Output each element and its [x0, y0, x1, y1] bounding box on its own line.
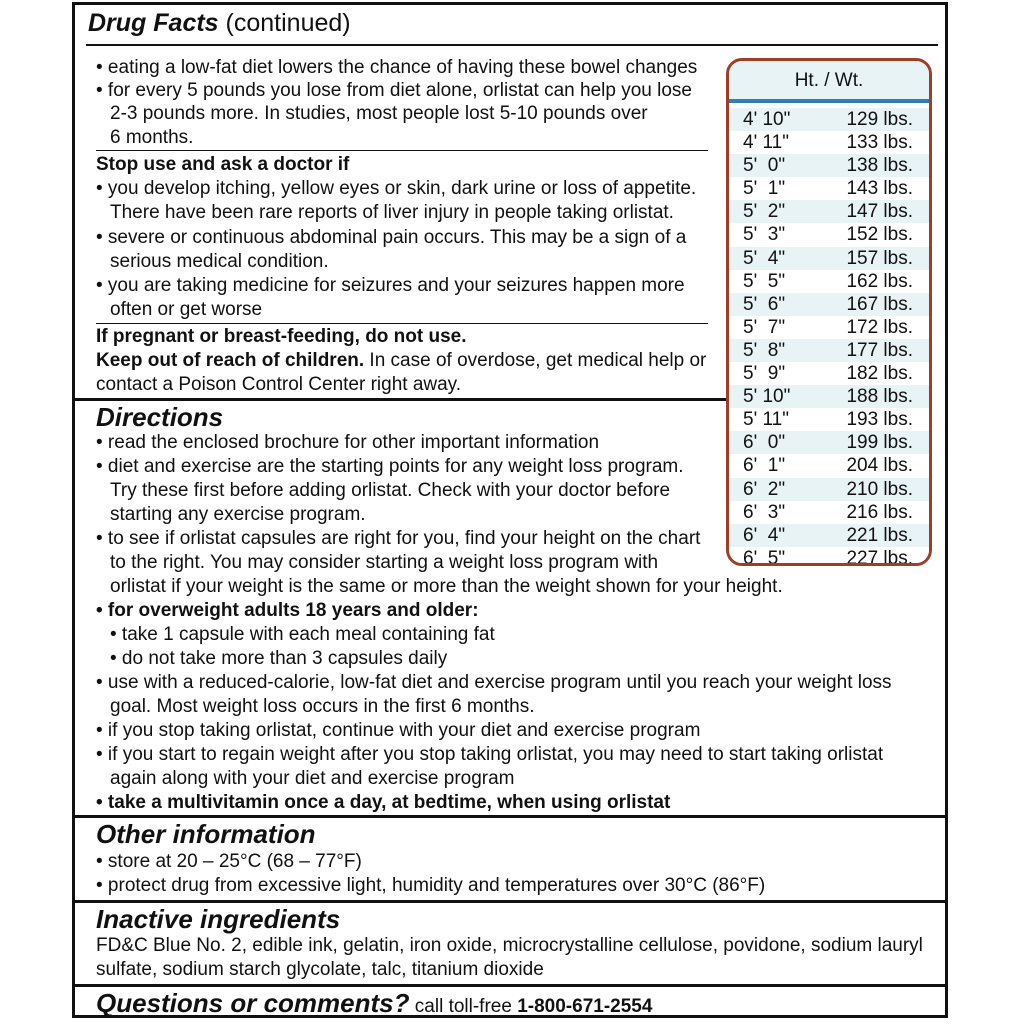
height-cell: 6' 5" [743, 547, 786, 566]
table-row [729, 270, 929, 293]
height-cell: 5' 3" [743, 224, 786, 246]
section-divider [96, 323, 708, 324]
pregnancy-warning: If pregnant or breast-feeding, do not use. [96, 326, 467, 347]
height-cell: 6' 2" [743, 478, 786, 500]
weight-cell: 143 lbs. [846, 178, 913, 200]
weight-cell: 193 lbs. [846, 409, 913, 431]
weight-cell: 147 lbs. [846, 201, 913, 223]
height-cell: 5' 0" [743, 155, 786, 177]
stop-use-line: There have been rare reports of liver injury in people taking orlistat. [110, 202, 674, 223]
table-row [729, 177, 929, 200]
warning-line: • eating a low-fat diet lowers the chance of having these bowel changes [96, 57, 698, 78]
section-divider [74, 984, 946, 987]
adults-line: • take 1 capsule with each meal containing fat [110, 624, 495, 645]
weight-cell: 133 lbs. [846, 132, 913, 154]
stop-use-line: • severe or continuous abdominal pain occurs. This may be a sign of a [96, 227, 687, 248]
height-cell: 5' 6" [743, 293, 786, 315]
weight-cell: 152 lbs. [846, 224, 913, 246]
stop-use-line: often or get worse [110, 299, 263, 320]
directions-line: • to see if orlistat capsules are right for you, find your height on the chart [96, 528, 701, 549]
height-cell: 5' 5" [743, 270, 786, 292]
inactive-line: FD&C Blue No. 2, edible ink, gelatin, iron oxide, microcrystalline cellulose, povidone, sodium lauryl [96, 935, 923, 956]
weight-cell: 199 lbs. [846, 432, 913, 454]
table-row [729, 431, 929, 454]
weight-cell: 167 lbs. [846, 293, 913, 315]
table-row [729, 154, 929, 177]
height-cell: 5' 1" [743, 178, 786, 200]
directions-heading: Directions [96, 402, 224, 432]
table-row [729, 247, 929, 270]
weight-cell: 188 lbs. [846, 386, 913, 408]
weight-cell: 129 lbs. [846, 109, 913, 130]
height-cell: 5' 8" [743, 339, 786, 361]
adults-line: • do not take more than 3 capsules daily [110, 648, 448, 669]
weight-cell: 157 lbs. [846, 247, 913, 269]
weight-cell: 177 lbs. [846, 339, 913, 361]
other-info-line: • protect drug from excessive light, humidity and temperatures over 30°C (86°F) [96, 875, 766, 896]
table-body [729, 108, 929, 566]
table-row [729, 454, 929, 477]
height-cell: 6' 3" [743, 501, 786, 523]
table-row [729, 316, 929, 339]
height-weight-table [726, 58, 932, 566]
weight-cell: 172 lbs. [846, 316, 913, 338]
stop-use-line: serious medical condition. [110, 251, 329, 272]
section-divider [74, 900, 946, 903]
directions-line: • if you stop taking orlistat, continue with your diet and exercise program [96, 720, 701, 741]
directions-line: Try these first before adding orlistat. Check with your doctor before [110, 480, 671, 501]
table-row [729, 547, 929, 566]
directions-line: • use with a reduced-calorie, low-fat diet and exercise program until you reach your weight loss [96, 672, 892, 693]
height-cell: 5' 4" [743, 247, 786, 269]
directions-line: orlistat if your weight is the same or more than the weight shown for your height. [110, 576, 783, 597]
table-row [729, 223, 929, 246]
height-cell: 5' 2" [743, 201, 786, 223]
table-row [729, 200, 929, 223]
directions-line: goal. Most weight loss occurs in the first 6 months. [110, 696, 535, 717]
height-cell: 4' 10" [743, 109, 791, 130]
warning-line: • for every 5 pounds you lose from diet alone, orlistat can help you lose [96, 80, 692, 101]
weight-cell: 221 lbs. [846, 524, 913, 546]
directions-line: starting any exercise program. [110, 504, 366, 525]
height-cell: 5' 7" [743, 316, 786, 338]
weight-cell: 182 lbs. [846, 363, 913, 385]
section-divider [74, 398, 726, 401]
table-row [729, 524, 929, 547]
keep-out-warning-line2: contact a Poison Control Center right away. [96, 374, 462, 395]
height-cell: 6' 4" [743, 524, 786, 546]
multivitamin-line: • take a multivitamin once a day, at bedtime, when using orlistat [96, 792, 671, 813]
table-row [729, 408, 929, 431]
keep-out-warning: Keep out of reach of children. In case of overdose, get medical help or [96, 350, 707, 371]
table-row [729, 478, 929, 501]
stop-use-line: • you develop itching, yellow eyes or skin, dark urine or loss of appetite. [96, 178, 697, 199]
table-row [729, 362, 929, 385]
inactive-heading: Inactive ingredients [96, 904, 341, 934]
directions-line: to the right. You may consider starting a weight loss program with [110, 552, 659, 573]
phone-number[interactable]: 1-800-671-2554 [517, 996, 653, 1017]
weight-cell: 162 lbs. [846, 270, 913, 292]
weight-cell: 138 lbs. [846, 155, 913, 177]
height-cell: 5' 10" [743, 386, 791, 408]
section-divider [96, 150, 708, 151]
page-title: Drug Facts (continued) [88, 9, 351, 37]
other-info-heading: Other information [96, 819, 316, 849]
height-cell: 5' 9" [743, 363, 786, 385]
stop-use-line: • you are taking medicine for seizures and your seizures happen more [96, 275, 685, 296]
table-row [729, 339, 929, 362]
section-divider [74, 815, 946, 818]
height-cell: 6' 0" [743, 432, 786, 454]
table-row [729, 501, 929, 524]
table-row [729, 108, 929, 131]
weight-cell: 210 lbs. [846, 478, 913, 500]
weight-cell: 227 lbs. [846, 547, 913, 566]
weight-cell: 216 lbs. [846, 501, 913, 523]
table-header: Ht. / Wt. [729, 61, 929, 103]
questions-line: Questions or comments? call toll-free 1-800-671-2554 [96, 988, 653, 1018]
table-row [729, 131, 929, 154]
directions-line: • read the enclosed brochure for other important information [96, 432, 600, 453]
height-cell: 6' 1" [743, 455, 786, 477]
warning-line: 2-3 pounds more. In studies, most people lost 5-10 pounds over [110, 103, 648, 124]
height-cell: 5' 11" [743, 409, 789, 431]
adults-heading: • for overweight adults 18 years and older: [96, 600, 479, 621]
table-row [729, 385, 929, 408]
header-divider [86, 44, 938, 46]
warning-line: 6 months. [110, 127, 194, 148]
weight-cell: 204 lbs. [846, 455, 913, 477]
height-cell: 4' 11" [743, 132, 789, 154]
inactive-line: sulfate, sodium starch glycolate, talc, titanium dioxide [96, 959, 544, 980]
directions-line: • diet and exercise are the starting points for any weight loss program. [96, 456, 684, 477]
directions-line: again along with your diet and exercise program [110, 768, 515, 789]
other-info-line: • store at 20 – 25°C (68 – 77°F) [96, 851, 362, 872]
stop-use-heading: Stop use and ask a doctor if [96, 154, 350, 175]
directions-line: • if you start to regain weight after you stop taking orlistat, you may need to start taking orlistat [96, 744, 884, 765]
table-row [729, 293, 929, 316]
